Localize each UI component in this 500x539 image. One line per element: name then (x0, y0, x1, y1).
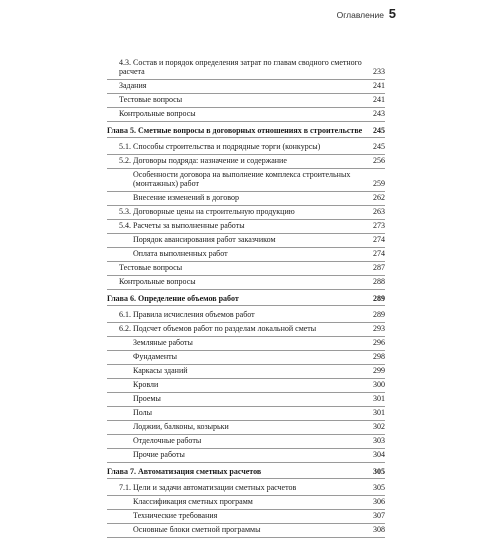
toc-chapter-entry (107, 467, 385, 480)
toc-entry-title: Особенности договора на выполнение комплекса строительных (монтажных) работ (133, 170, 351, 188)
toc-entry (107, 207, 385, 220)
toc-entry-page: 256 (373, 156, 385, 165)
toc-entry-title: 5.4. Расчеты за выполненные работы (119, 221, 245, 230)
toc-entry-page: 241 (373, 81, 385, 90)
toc-entry-page: 245 (373, 142, 385, 151)
toc-entry-page: 233 (373, 67, 385, 76)
toc-entry-title: Фундаменты (133, 352, 177, 361)
toc-entry (107, 408, 385, 421)
toc-entry (107, 366, 385, 379)
toc-entry (107, 352, 385, 365)
toc-entry-page: 289 (373, 293, 385, 303)
toc-entry-title: Отделочные работы (133, 436, 202, 445)
toc-entry-title: Оплата выполненных работ (133, 249, 228, 258)
toc-entry-title: Основные блоки сметной программы (133, 525, 261, 534)
toc-entry-title: 5.2. Договоры подряда: назначение и содержание (119, 156, 287, 165)
toc-entry-page: 299 (373, 366, 385, 375)
toc-entry-page: 241 (373, 95, 385, 104)
toc-entry (107, 394, 385, 407)
toc-entry-title: 7.1. Цели и задачи автоматизации сметных расчетов (119, 483, 297, 492)
toc-entry-page: 301 (373, 408, 385, 417)
toc-entry (107, 58, 385, 80)
toc-entry-page: 302 (373, 422, 385, 431)
toc-entry-page: 304 (373, 450, 385, 459)
toc-entry-title: 6.2. Подсчет объемов работ по разделам локальной сметы (119, 324, 317, 333)
toc-entry (107, 249, 385, 262)
toc-entry-page: 263 (373, 207, 385, 216)
toc-entry (107, 156, 385, 169)
toc-entry (107, 511, 385, 524)
toc-entry-title: 5.3. Договорные цены на строительную продукцию (119, 207, 295, 216)
toc-entry-title: Внесение изменений в договор (133, 193, 239, 202)
toc-entry-page: 287 (373, 263, 385, 272)
toc-entry-title: Глава 7. Автоматизация сметных расчетов (107, 466, 262, 476)
toc-entry-title: 6.1. Правила исчисления объемов работ (119, 310, 255, 319)
running-header-title: Оглавление (336, 10, 384, 20)
toc-entry-title: 4.3. Состав и порядок определения затрат по главам сводного сметного расчета (119, 58, 362, 76)
toc-entry-page: 298 (373, 352, 385, 361)
toc-entry-page: 303 (373, 436, 385, 445)
toc-entry-title: Прочие работы (133, 450, 185, 459)
toc-chapter-entry (107, 126, 385, 139)
toc-entry (107, 142, 385, 155)
toc-entry (107, 277, 385, 290)
toc-entry-page: 301 (373, 394, 385, 403)
toc-entry-page: 273 (373, 221, 385, 230)
toc-entry-title: Лоджии, балконы, козырьки (133, 422, 229, 431)
page-number: 5 (388, 6, 396, 21)
toc-entry-page: 293 (373, 324, 385, 333)
toc-entry (107, 170, 385, 192)
toc-entry-page: 262 (373, 193, 385, 202)
toc-entry-title: 5.1. Способы строительства и подрядные торги (конкурсы) (119, 142, 321, 151)
toc-entry-page: 307 (373, 511, 385, 520)
toc-entry-page: 305 (373, 466, 385, 476)
toc-entry-title: Глава 6. Определение объемов работ (107, 293, 239, 303)
toc-entry (107, 422, 385, 435)
toc-entry-page: 305 (373, 483, 385, 492)
toc-entry (107, 450, 385, 463)
toc-entry (107, 81, 385, 94)
toc-entry-page: 289 (373, 310, 385, 319)
toc-entry-title: Тестовые вопросы (119, 263, 183, 272)
toc-entry-title: Каркасы зданий (133, 366, 188, 375)
toc-entry-title: Контрольные вопросы (119, 277, 196, 286)
toc-entry-page: 300 (373, 380, 385, 389)
table-of-contents (107, 58, 385, 539)
toc-entry-title: Полы (133, 408, 153, 417)
toc-entry (107, 221, 385, 234)
toc-entry (107, 525, 385, 538)
toc-entry (107, 193, 385, 206)
toc-entry-title: Классификация сметных программ (133, 497, 253, 506)
toc-entry-page: 243 (373, 109, 385, 118)
toc-entry-title: Глава 5. Сметные вопросы в договорных отношениях в строительстве (107, 125, 363, 135)
toc-entry-title: Земляные работы (133, 338, 193, 347)
toc-entry-title: Тестовые вопросы (119, 95, 183, 104)
toc-entry-page: 296 (373, 338, 385, 347)
toc-entry (107, 235, 385, 248)
toc-entry (107, 497, 385, 510)
toc-entry (107, 483, 385, 496)
toc-entry-page: 259 (373, 179, 385, 188)
toc-entry-page: 288 (373, 277, 385, 286)
toc-entry (107, 109, 385, 122)
toc-entry-title: Кровли (133, 380, 159, 389)
toc-entry-title: Проемы (133, 394, 161, 403)
toc-entry-title: Задания (119, 81, 147, 90)
toc-entry-page: 274 (373, 235, 385, 244)
toc-entry (107, 338, 385, 351)
toc-entry-page: 308 (373, 525, 385, 534)
toc-entry (107, 263, 385, 276)
toc-entry (107, 95, 385, 108)
toc-entry-title: Контрольные вопросы (119, 109, 196, 118)
toc-entry-title: Технические требования (133, 511, 218, 520)
toc-chapter-entry (107, 294, 385, 307)
toc-entry (107, 310, 385, 323)
toc-entry-page: 245 (373, 125, 385, 135)
toc-entry-title: Порядок авансирования работ заказчиком (133, 235, 276, 244)
toc-entry-page: 274 (373, 249, 385, 258)
toc-entry-page: 306 (373, 497, 385, 506)
toc-entry (107, 324, 385, 337)
toc-entry (107, 436, 385, 449)
toc-entry (107, 380, 385, 393)
